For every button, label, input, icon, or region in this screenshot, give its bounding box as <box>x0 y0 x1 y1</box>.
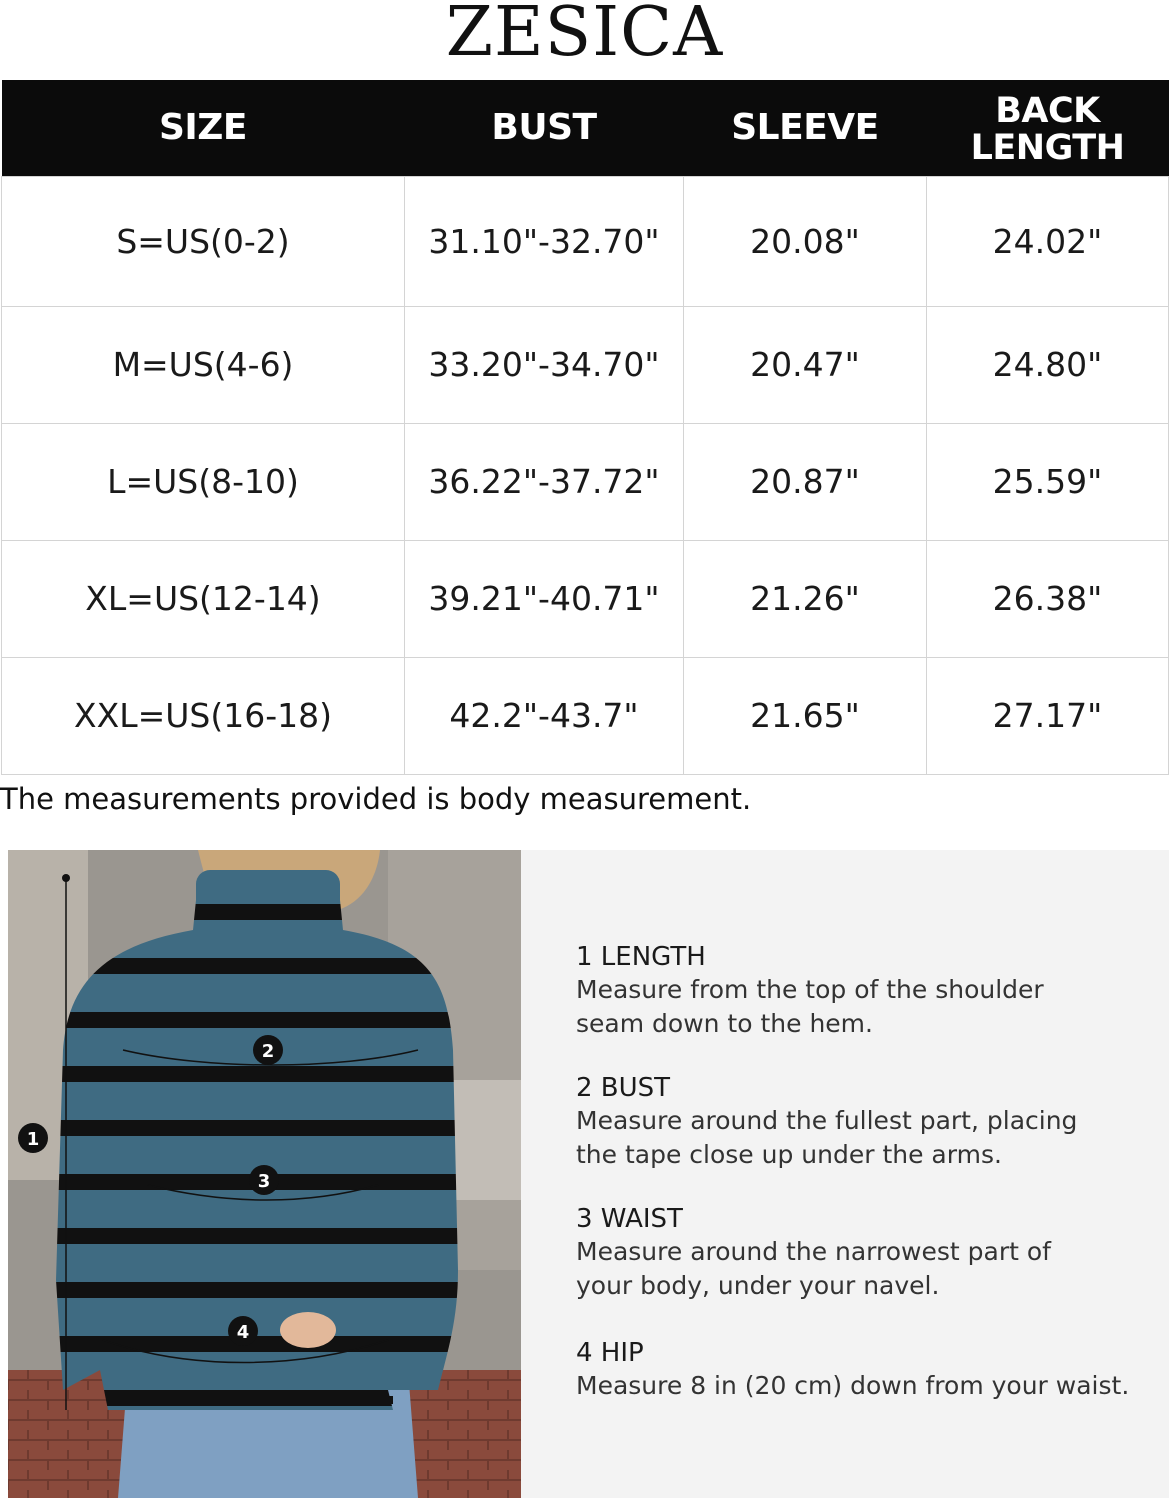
guide-title: 3 WAIST <box>576 1204 683 1234</box>
length-measure-dot <box>62 874 70 882</box>
guide-desc-line: Measure around the narrowest part of <box>576 1237 1051 1266</box>
marker-3 <box>249 1165 279 1195</box>
bust-cell: 42.2"-43.7" <box>405 657 684 774</box>
guide-desc-line: Measure from the top of the shoulder <box>576 975 1044 1004</box>
bust-cell: 39.21"-40.71" <box>405 540 684 657</box>
size-chart-header-row <box>2 80 1169 176</box>
header-back-length <box>927 80 1169 176</box>
sleeve-cell: 20.08" <box>684 176 927 306</box>
sleeve-cell: 21.26" <box>684 540 927 657</box>
header-back-length-label: BACK LENGTH <box>970 90 1125 168</box>
brand-logo: ZESICA <box>445 0 724 72</box>
size-cell: XXL=US(16-18) <box>2 657 405 774</box>
sweater-illustration <box>8 850 521 1498</box>
marker-3-label: 3 <box>257 1171 271 1192</box>
size-cell: L=US(8-10) <box>2 423 405 540</box>
marker-1 <box>18 1123 48 1153</box>
guide-desc-line: the tape close up under the arms. <box>576 1140 1002 1169</box>
guide-desc-line: Measure around the fullest part, placing <box>576 1106 1078 1135</box>
back-length-cell: 27.17" <box>927 657 1169 774</box>
guide-item-hip <box>576 1337 1156 1403</box>
turtleneck <box>196 870 340 940</box>
measurement-guide <box>521 850 1169 1498</box>
back-length-cell: 24.02" <box>927 176 1169 306</box>
sleeve-cell: 21.65" <box>684 657 927 774</box>
header-size: SIZE <box>2 80 405 176</box>
guide-desc-line: your body, under your navel. <box>576 1271 940 1300</box>
back-length-cell: 24.80" <box>927 306 1169 423</box>
header-bust: BUST <box>405 80 684 176</box>
bust-cell: 36.22"-37.72" <box>405 423 684 540</box>
marker-2 <box>253 1035 283 1065</box>
size-cell: XL=US(12-14) <box>2 540 405 657</box>
guide-title: 1 LENGTH <box>576 942 706 972</box>
bust-cell: 31.10"-32.70" <box>405 176 684 306</box>
guide-desc-line: Measure 8 in (20 cm) down from your waist. <box>576 1371 1130 1400</box>
marker-2-label: 2 <box>261 1041 275 1062</box>
marker-4-label: 4 <box>236 1322 250 1343</box>
marker-1-label: 1 <box>26 1129 40 1150</box>
bust-cell: 33.20"-34.70" <box>405 306 684 423</box>
guide-title: 2 BUST <box>576 1073 671 1103</box>
model-photo <box>8 850 521 1498</box>
table-row <box>2 306 1169 423</box>
back-length-cell: 26.38" <box>927 540 1169 657</box>
table-row <box>2 176 1169 306</box>
sleeve-cell: 20.47" <box>684 306 927 423</box>
size-chart-table <box>1 80 1169 775</box>
size-cell: M=US(4-6) <box>2 306 405 423</box>
sleeve-cell: 20.87" <box>684 423 927 540</box>
guide-item-waist <box>576 1203 1156 1303</box>
guide-desc-line: seam down to the hem. <box>576 1009 873 1038</box>
guide-item-length <box>576 941 1156 1041</box>
hand <box>280 1312 336 1348</box>
marker-4 <box>228 1316 258 1346</box>
size-cell: S=US(0-2) <box>2 176 405 306</box>
table-row <box>2 423 1169 540</box>
guide-item-bust <box>576 1072 1156 1172</box>
back-length-cell: 25.59" <box>927 423 1169 540</box>
guide-title: 4 HIP <box>576 1338 644 1368</box>
table-row <box>2 540 1169 657</box>
measurement-note: The measurements provided is body measurement. <box>0 782 752 816</box>
header-sleeve: SLEEVE <box>684 80 927 176</box>
table-row <box>2 657 1169 774</box>
